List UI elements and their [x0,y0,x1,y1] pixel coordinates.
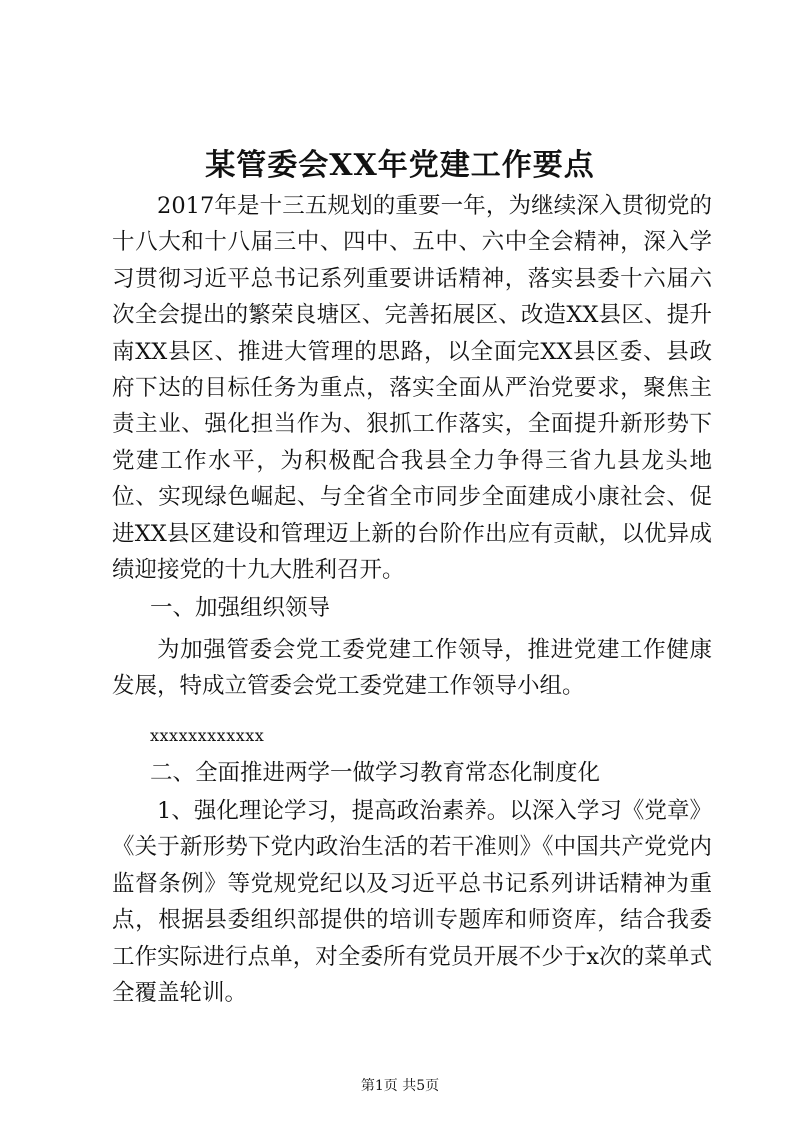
intro-paragraph: 2017年是十三五规划的重要一年，为继续深入贯彻党的十八大和十八届三中、四中、五中、六中全会精神，深入学习贯彻习近平总书记系列重要讲话精神，落实县委十六届六次全会提出的繁荣良塘区、完善拓展区、改造XX县区、提升南XX县区、推进大管理的思路，以全面完XX县区委、县政府下达的目标任务为重点，落实全面从严治党要求，聚焦主责主业、强化担当作为、狠抓工作落实，全面提升新形势下党建工作水平，为积极配合我县全力争得三省九县龙头地位、实现绿色崛起、与全省全市同步全面建成小康社会、促进XX县区建设和管理迈上新的台阶作出应有贡献，以优异成绩迎接党的十九大胜利召开。 [112,193,712,584]
document-title: 某管委会XX年党建工作要点 [205,148,595,183]
document-body-part-2 [112,590,712,626]
section-heading-2: 二、全面推进两学一做学习教育常态化制度化 [150,760,601,786]
document-body-part-3 [112,632,712,705]
placeholder-line: xxxxxxxxxxxx [150,726,265,745]
document-body-part-6 [112,793,712,1011]
section-heading-1: 一、加强组织领导 [150,595,331,621]
document-body-part-1 [112,188,712,588]
theory-study-paragraph: 1、强化理论学习，提高政治素养。以深入学习《党章》《关于新形势下党内政治生活的若干准则》《中国共产党党内监督条例》等党规党纪以及习近平总书记系列讲话精神为重点，根据县委组织部提供的培训专题库和师资库，结合我委工作实际进行点单，对全委所有党员开展不少于x次的菜单式全覆盖轮训。 [112,798,712,1007]
document-body-part-5 [112,755,712,791]
page-footer: 第1页 共5页 [360,1078,440,1094]
document-body-part-4 [112,718,712,754]
org-leadership-paragraph: 为加强管委会党工委党建工作领导，推进党建工作健康发展，特成立管委会党工委党建工作领导小组。 [112,637,712,700]
